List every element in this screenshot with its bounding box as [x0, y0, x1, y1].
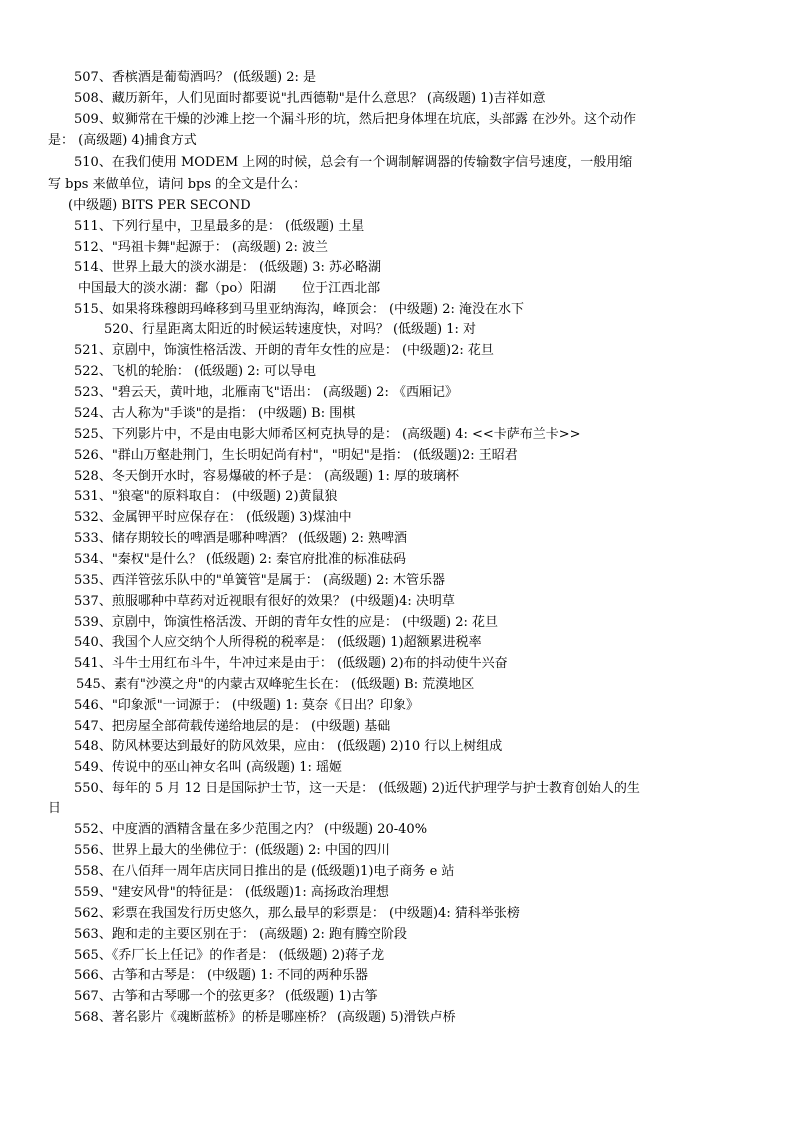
question-548: 548、防风林要达到最好的防风效果，应由： (低级题) 2)10 行以上树组成: [74, 739, 503, 754]
question-546: 546、"印象派"一词源于： (中级题) 1: 莫奈《日出？印象》: [74, 698, 419, 713]
question-550-cont: 日: [48, 801, 62, 816]
question-539: 539、京剧中，饰演性格活泼、开朗的青年女性的应是： (中级题) 2: 花旦: [74, 615, 499, 630]
note-freshwater-lake: 中国最大的淡水湖：鄱（po）阳湖 位于江西北部: [78, 281, 381, 296]
question-511: 511、下列行星中，卫星最多的是： (低级题) 土星: [74, 219, 365, 234]
question-525: 525、下列影片中，不是由电影大师希区柯克执导的是： (高级题) 4: <<卡萨布兰卡>>: [74, 427, 581, 442]
question-526: 526、"群山万壑赴荆门，生长明妃尚有村"，"明妃"是指： (低级题)2: 王昭君: [74, 448, 518, 463]
question-520: 520、行星距离太阳近的时候运转速度快，对吗？ (低级题) 1: 对: [104, 322, 477, 337]
question-541: 541、斗牛士用红布斗牛，牛冲过来是由于： (低级题) 2)布的抖动使牛兴奋: [74, 656, 508, 671]
question-545: 545、素有"沙漠之舟"的内蒙古双峰驼生长在： (低级题) B: 荒漠地区: [76, 677, 475, 692]
question-531: 531、"狼毫"的原料取自： (中级题) 2)黄鼠狼: [74, 489, 338, 504]
question-533: 533、储存期较长的啤酒是哪种啤酒？ (低级题) 2: 熟啤酒: [74, 531, 408, 546]
question-522: 522、飞机的轮胎： (低级题) 2: 可以导电: [74, 364, 317, 379]
question-532: 532、金属钾平时应保存在： (低级题) 3)煤油中: [74, 510, 352, 525]
question-507: 507、香槟酒是葡萄酒吗？ (低级题) 2: 是: [74, 70, 317, 85]
question-565: 565、《乔厂长上任记》的作者是： (低级题) 2)蒋子龙: [74, 948, 385, 963]
question-510-answer: (中级题) BITS PER SECOND: [68, 198, 251, 213]
question-524: 524、古人称为"手谈"的是指： (中级题) B: 围棋: [74, 406, 356, 421]
question-562: 562、彩票在我国发行历史悠久，那么最早的彩票是： (中级题)4: 猜科举张榜: [74, 906, 520, 921]
question-508: 508、藏历新年，人们见面时都要说"扎西德勒"是什么意思？ (高级题) 1)吉祥如意: [74, 91, 546, 106]
question-563: 563、跑和走的主要区别在于： (高级题) 2: 跑有腾空阶段: [74, 927, 408, 942]
question-521: 521、京剧中，饰演性格活泼、开朗的青年女性的应是： (中级题)2: 花旦: [74, 343, 494, 358]
question-537: 537、煎服哪种中草药对近视眼有很好的效果？ (中级题)4: 决明草: [74, 594, 455, 609]
question-509-cont: 是： (高级题) 4)捕食方式: [48, 133, 197, 148]
question-540: 540、我国个人应交纳个人所得税的税率是： (低级题) 1)超额累进税率: [74, 635, 482, 650]
question-512: 512、"玛祖卡舞"起源于： (高级题) 2: 波兰: [74, 240, 328, 255]
question-558: 558、在八佰拜一周年店庆同日推出的是 (低级题)1)电子商务 e 站: [74, 864, 455, 879]
question-515: 515、如果将珠穆朗玛峰移到马里亚纳海沟，峰顶会： (中级题) 2: 淹没在水下: [74, 302, 525, 317]
question-566: 566、古筝和古琴是： (中级题) 1: 不同的两种乐器: [74, 968, 369, 983]
question-552: 552、中度酒的酒精含量在多少范围之内？ (中级题) 20-40%: [74, 822, 428, 837]
question-534: 534、"秦权"是什么？ (低级题) 2: 秦官府批准的标准砝码: [74, 552, 406, 567]
question-510-cont: 写 bps 来做单位，请问 bps 的全文是什么：: [48, 177, 307, 192]
question-559: 559、"建安风骨"的特征是： (低级题)1: 高扬政治理想: [74, 885, 389, 900]
question-514: 514、世界上最大的淡水湖是： (低级题) 3: 苏必略湖: [74, 260, 382, 275]
question-528: 528、冬天倒开水时，容易爆破的杯子是： (高级题) 1: 厚的玻璃杯: [74, 469, 460, 484]
question-509: 509、蚁狮常在干燥的沙滩上挖一个漏斗形的坑，然后把身体埋在坑底，头部露 在沙外。这个动作: [74, 112, 636, 127]
question-510: 510、在我们使用 MODEM 上网的时候，总会有一个调制解调器的传输数字信号速度，一般用缩: [74, 155, 633, 170]
question-556: 556、世界上最大的坐佛位于：(低级题) 2: 中国的四川: [74, 843, 390, 858]
question-568: 568、著名影片《魂断蓝桥》的桥是哪座桥？ (高级题) 5)滑铁卢桥: [74, 1010, 456, 1025]
question-567: 567、古筝和古琴哪一个的弦更多？ (低级题) 1)古筝: [74, 989, 378, 1004]
question-549: 549、传说中的巫山神女名叫 (高级题) 1: 瑶姬: [74, 760, 343, 775]
question-547: 547、把房屋全部荷载传递给地层的是： (中级题) 基础: [74, 719, 391, 734]
question-523: 523、"碧云天，黄叶地，北雁南飞"语出： (高级题) 2: 《西厢记》: [74, 385, 458, 400]
question-535: 535、西洋管弦乐队中的"单簧管"是属于： (高级题) 2: 木管乐器: [74, 573, 445, 588]
question-550: 550、每年的 5 月 12 日是国际护士节，这一天是： (低级题) 2)近代护理学与护士教育创始人的生: [74, 781, 640, 796]
